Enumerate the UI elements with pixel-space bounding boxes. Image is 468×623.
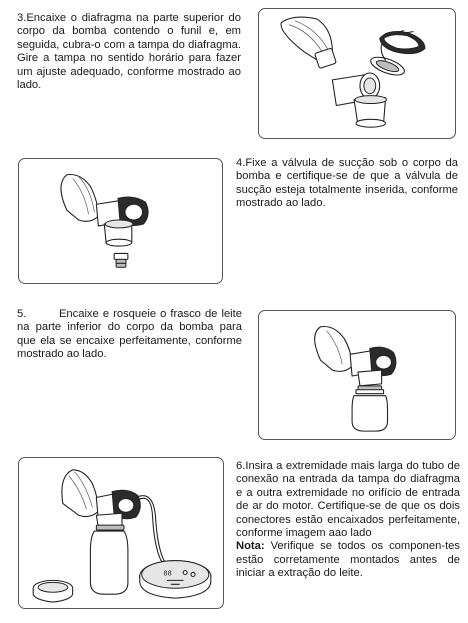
milk-bottle-icon	[352, 386, 387, 431]
step-4-illustration	[18, 158, 223, 284]
note-text: Verifique se todos os componen-tes estão corretamente montados antes de iniciar a extração do leite.	[236, 540, 460, 580]
pump-body-icon	[61, 175, 148, 247]
motor-display: 88	[163, 569, 172, 578]
pump-body-icon	[281, 17, 387, 127]
step-6-text	[236, 460, 460, 581]
step-5-text: 5. Encaixe e rosqueie o frasco de leite na parte inferior do corpo da bomba para que ela se encaixe perfeitamente, conforme mostrado ao lado.	[17, 308, 246, 361]
pump-body-icon	[62, 470, 140, 530]
step-3-text: 3.Encaixe o diafragma na parte superior do corpo da bomba contendo o funil e, em seguida, cubra-o com a tampa do diafragma. Gire a tampa no sentido horário para fazer um ajuste adequado, conforme mostrado ao lado.	[17, 12, 241, 92]
motor-unit-icon	[140, 561, 211, 599]
step-6-illustration	[18, 457, 224, 609]
step-3-illustration	[258, 8, 456, 139]
step-4-text: 4.Fixe a válvula de sucção sob o corpo da bomba e certifique-se de que a válvula de sucção esteja totalmente inserida, conforme mostrado ao lado.	[236, 157, 458, 210]
step-6-body: 6.Insira a extremidade mais larga do tubo de conexão na entrada da tampa do diafragma e a outra extremidade no orifício de entrada de ar do motor. Certifique-se de que os dois conectores estão encaixados perfeitamente, conforme imagem aao lado	[236, 460, 460, 540]
diaphragm-cap-icon	[380, 31, 425, 54]
step-5-illustration	[258, 310, 456, 440]
suction-valve-icon	[114, 253, 128, 267]
cap-icon	[33, 580, 72, 602]
milk-bottle-icon	[90, 531, 128, 594]
note-label: Nota:	[236, 540, 265, 553]
pump-body-icon	[315, 327, 396, 386]
